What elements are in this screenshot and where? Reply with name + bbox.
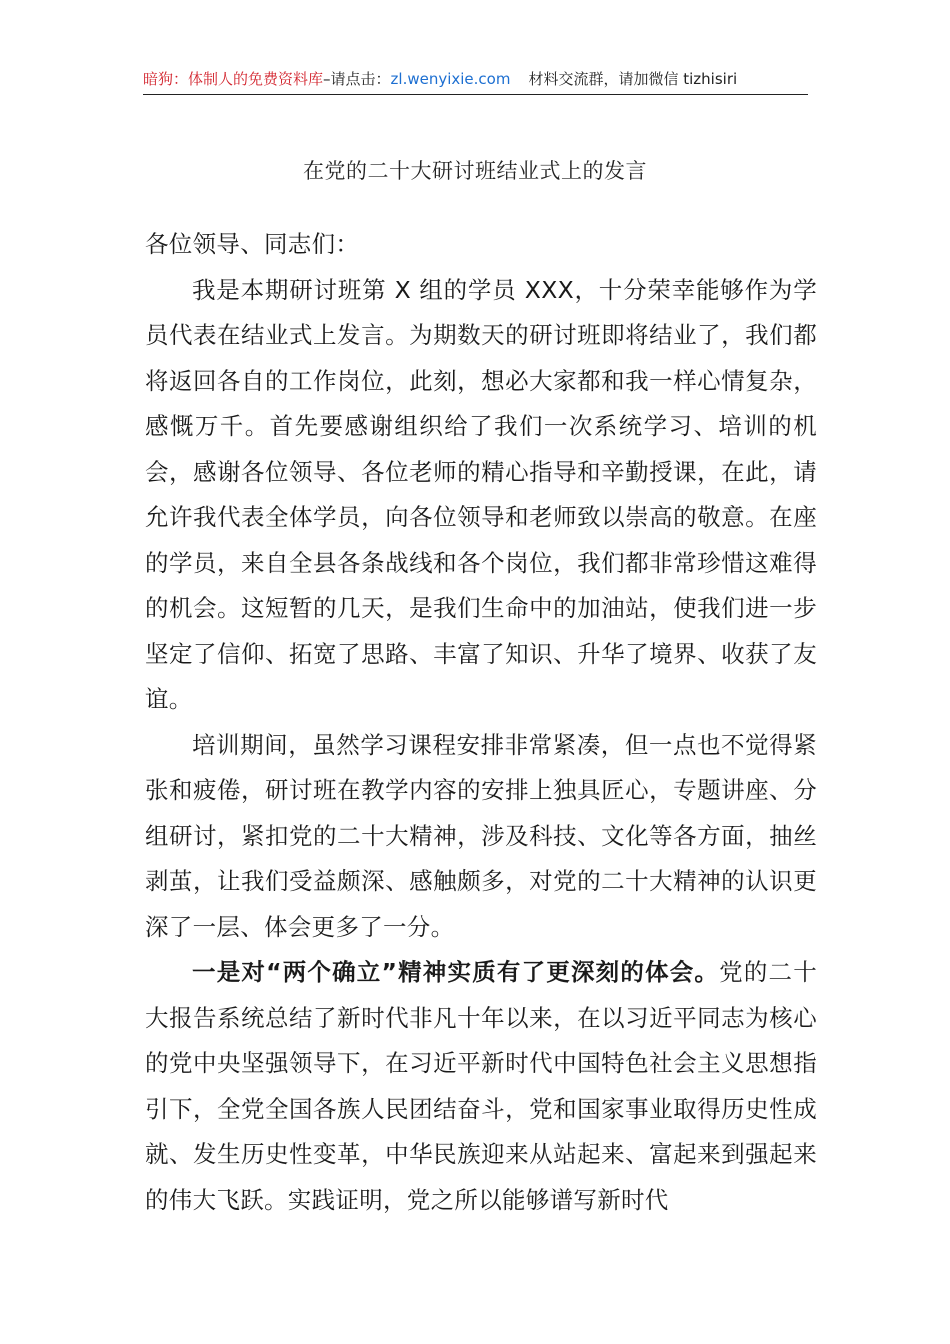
header-brand: 暗狗：体制人的免费资料库 (143, 70, 324, 88)
paragraph-3-text: 党的二十大报告系统总结了新时代非凡十年以来，在以习近平同志为核心的党中央坚强领导下，在习近平新时代中国特色社会主义思想指引下，全党全国各族人民团结奋斗，党和国家事业取得历史性成就、发生历史性变革，中华民族迎来从站起来、富起来到强起来的伟大飞跃。实践证明，党之所以能够谱写新时代 (145, 958, 818, 1214)
document-body (145, 222, 817, 1223)
paragraph-1: 我是本期研讨班第 X 组的学员 XXX，十分荣幸能够作为学员代表在结业式上发言。为期数天的研讨班即将结业了，我们都将返回各自的工作岗位，此刻，想必大家都和我一样心情复杂，感慨万千。首先要感谢组织给了我们一次系统学习、培训的机会，感谢各位领导、各位老师的精心指导和辛勤授课，在此，请允许我代表全体学员，向各位领导和老师致以崇高的敬意。在座的学员，来自全县各条战线和各个岗位，我们都非常珍惜这难得的机会。这短暂的几天，是我们生命中的加油站，使我们进一步坚定了信仰、拓宽了思路、丰富了知识、升华了境界、收获了友谊。 (145, 275, 817, 713)
page-header (143, 66, 808, 95)
paragraph-3 (145, 950, 817, 1223)
paragraph-3-heading: 一是对“两个确立”精神实质有了更深刻的体会。 (192, 958, 720, 986)
salutation: 各位领导、同志们： (145, 230, 360, 258)
header-link[interactable]: zl.wenyixie.com (390, 70, 511, 88)
paragraph-2: 培训期间，虽然学习课程安排非常紧凑，但一点也不觉得紧张和疲倦，研讨班在教学内容的安排上独具匠心，专题讲座、分组研讨，紧扣党的二十大精神，涉及科技、文化等各方面，抽丝剥茧，让我们受益颇深、感触颇多，对党的二十大精神的认识更深了一层、体会更多了一分。 (145, 730, 817, 941)
header-wechat: 材料交流群，请加微信 tizhisiri (528, 70, 738, 88)
document-title: 在党的二十大研讨班结业式上的发言 (303, 159, 647, 183)
header-click-prefix: –请点击： (323, 70, 391, 88)
